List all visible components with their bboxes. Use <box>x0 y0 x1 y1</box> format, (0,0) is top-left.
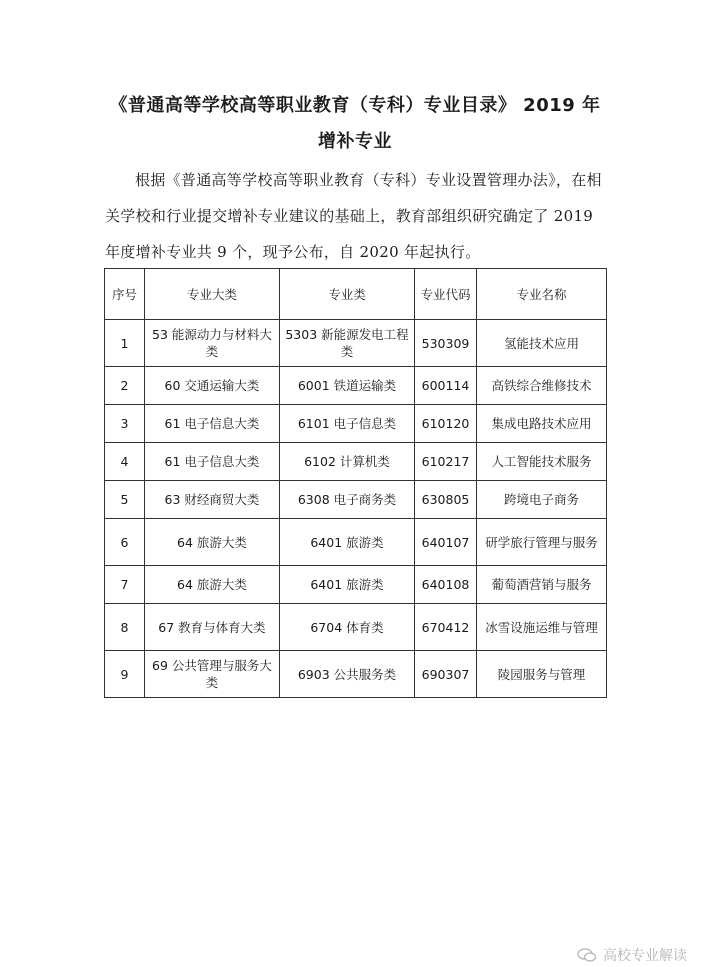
intro-text: 根据《普通高等学校高等职业教育（专科）专业设置管理办法》，在相关学校和行业提交增补专业建议的基础上，教育部组织研究确定了 2019 年度增补专业共 9 个，现予公布，自 2020 年起执行。 <box>105 171 602 261</box>
cell-code: 600114 <box>415 367 477 405</box>
table-row <box>105 604 607 651</box>
cell-index: 4 <box>105 443 145 481</box>
table-row <box>105 481 607 519</box>
cell-major-name: 氢能技术应用 <box>477 320 607 367</box>
cell-class: 6401 旅游类 <box>280 566 415 604</box>
watermark <box>577 945 687 965</box>
cell-major-name: 人工智能技术服务 <box>477 443 607 481</box>
cell-class: 6001 铁道运输类 <box>280 367 415 405</box>
cell-code: 640108 <box>415 566 477 604</box>
cell-category: 63 财经商贸大类 <box>145 481 280 519</box>
header-category: 专业大类 <box>145 269 280 320</box>
cell-category: 61 电子信息大类 <box>145 405 280 443</box>
cell-code: 690307 <box>415 651 477 698</box>
table-row <box>105 405 607 443</box>
cell-class: 6102 计算机类 <box>280 443 415 481</box>
cell-index: 3 <box>105 405 145 443</box>
table-row <box>105 320 607 367</box>
title-line-1: 《普通高等学校高等职业教育（专科）专业目录》 2019 年 <box>109 95 601 116</box>
cell-category: 53 能源动力与材料大类 <box>145 320 280 367</box>
header-major-name: 专业名称 <box>477 269 607 320</box>
cell-class: 6903 公共服务类 <box>280 651 415 698</box>
table-row <box>105 651 607 698</box>
table-header-row <box>105 269 607 320</box>
intro-paragraph <box>105 162 605 270</box>
cell-category: 67 教育与体育大类 <box>145 604 280 651</box>
header-index: 序号 <box>105 269 145 320</box>
cell-major-name: 研学旅行管理与服务 <box>477 519 607 566</box>
cell-category: 64 旅游大类 <box>145 519 280 566</box>
cell-code: 610120 <box>415 405 477 443</box>
cell-class: 6704 体育类 <box>280 604 415 651</box>
cell-code: 630805 <box>415 481 477 519</box>
cell-index: 1 <box>105 320 145 367</box>
cell-index: 6 <box>105 519 145 566</box>
cell-code: 530309 <box>415 320 477 367</box>
table-row <box>105 519 607 566</box>
cell-category: 60 交通运输大类 <box>145 367 280 405</box>
table-row <box>105 443 607 481</box>
cell-major-name: 葡萄酒营销与服务 <box>477 566 607 604</box>
cell-code: 670412 <box>415 604 477 651</box>
document-title <box>60 88 650 160</box>
cell-index: 9 <box>105 651 145 698</box>
cell-major-name: 陵园服务与管理 <box>477 651 607 698</box>
table-row <box>105 367 607 405</box>
header-class: 专业类 <box>280 269 415 320</box>
wechat-icon <box>577 948 597 962</box>
title-line-2: 增补专业 <box>318 131 392 152</box>
cell-major-name: 高铁综合维修技术 <box>477 367 607 405</box>
table-row <box>105 566 607 604</box>
cell-class: 5303 新能源发电工程类 <box>280 320 415 367</box>
cell-category: 64 旅游大类 <box>145 566 280 604</box>
cell-category: 61 电子信息大类 <box>145 443 280 481</box>
cell-class: 6308 电子商务类 <box>280 481 415 519</box>
cell-major-name: 集成电路技术应用 <box>477 405 607 443</box>
cell-index: 8 <box>105 604 145 651</box>
majors-table <box>104 268 607 698</box>
cell-code: 610217 <box>415 443 477 481</box>
cell-class: 6401 旅游类 <box>280 519 415 566</box>
header-code: 专业代码 <box>415 269 477 320</box>
cell-major-name: 跨境电子商务 <box>477 481 607 519</box>
cell-index: 5 <box>105 481 145 519</box>
cell-code: 640107 <box>415 519 477 566</box>
watermark-text: 高校专业解读 <box>603 948 687 964</box>
cell-major-name: 冰雪设施运维与管理 <box>477 604 607 651</box>
cell-class: 6101 电子信息类 <box>280 405 415 443</box>
cell-category: 69 公共管理与服务大类 <box>145 651 280 698</box>
cell-index: 2 <box>105 367 145 405</box>
cell-index: 7 <box>105 566 145 604</box>
